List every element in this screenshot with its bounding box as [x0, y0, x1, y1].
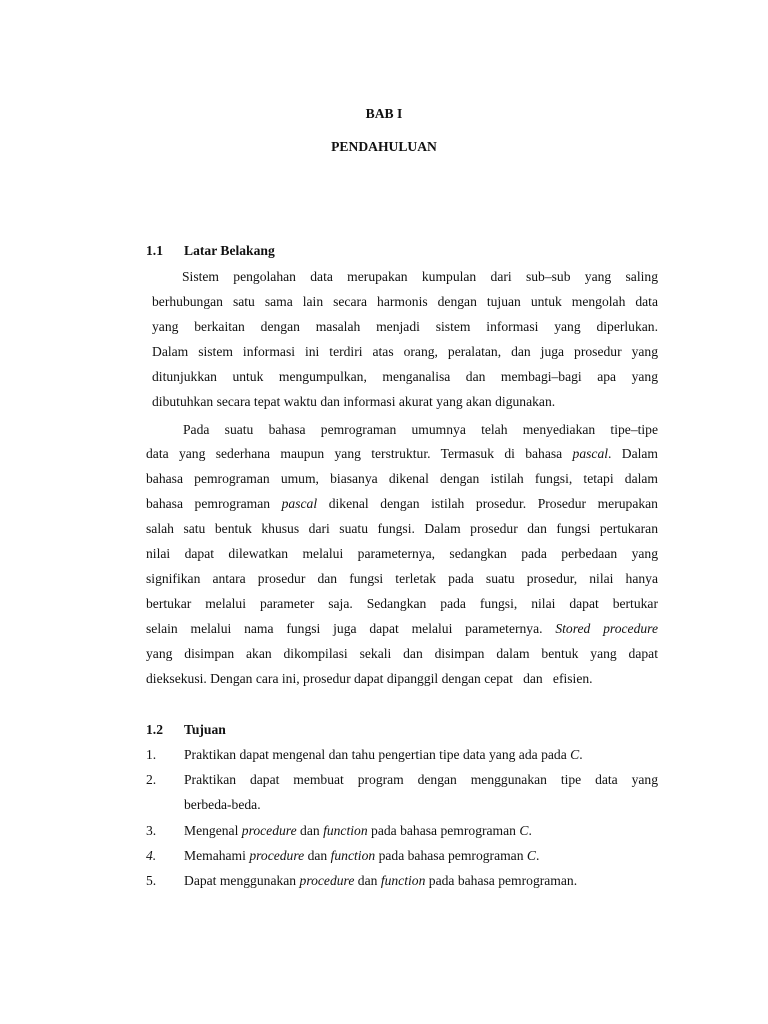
list-text: Praktikan dapat mengenal dan tahu pengertian tipe data yang ada pada C.	[184, 747, 583, 762]
section-2-title: Tujuan	[184, 722, 226, 737]
list-text-continuation: berbeda-beda.	[184, 797, 261, 812]
paragraph-line: dieksekusi. Dengan cara ini, prosedur dapat dipanggil dengan cepat dan efisien.	[146, 671, 593, 686]
paragraph-line: Dalam sistem informasi ini terdiri atas orang, peralatan, dan juga prosedur yang	[152, 344, 658, 359]
list-number: 5.	[146, 873, 157, 888]
list-text: Mengenal procedure dan function pada bahasa pemrograman C.	[184, 823, 532, 838]
paragraph-line: dibutuhkan secara tepat waktu dan informasi akurat yang akan digunakan.	[152, 394, 556, 409]
list-number: 2.	[146, 772, 157, 787]
term-stored-procedure: Stored procedure	[555, 621, 658, 636]
list-number: 3.	[146, 823, 157, 838]
list-number: 4.	[146, 848, 157, 863]
section-1-title: Latar Belakang	[184, 243, 275, 258]
section-1-number: 1.1	[146, 243, 163, 258]
paragraph-line: bahasa pemrograman pascal dikenal dengan istilah prosedur. Prosedur merupakan	[146, 496, 658, 511]
chapter-title: PENDAHULUAN	[331, 139, 437, 154]
paragraph-line: berhubungan satu sama lain secara harmonis dengan tujuan untuk mengolah data	[152, 294, 658, 309]
list-text: Praktikan dapat membuat program dengan menggunakan tipe data yang	[184, 772, 658, 787]
chapter-label: BAB I	[365, 106, 403, 121]
paragraph-line: yang berkaitan dengan masalah menjadi sistem informasi yang diperlukan.	[152, 319, 658, 334]
paragraph-line: bahasa pemrograman umum, biasanya dikenal dengan istilah fungsi, tetapi dalam	[146, 471, 658, 486]
paragraph-line: yang disimpan akan dikompilasi sekali dan disimpan dalam bentuk yang dapat	[146, 646, 658, 661]
section-2-number: 1.2	[146, 722, 163, 737]
paragraph-line: selain melalui nama fungsi juga dapat melalui parameternya. Stored procedure	[146, 621, 658, 636]
paragraph-line: bertukar melalui parameter saja. Sedangkan pada fungsi, nilai dapat bertukar	[146, 596, 658, 611]
list-text: Memahami procedure dan function pada bahasa pemrograman C.	[184, 848, 540, 863]
paragraph-line: signifikan antara prosedur dan fungsi terletak pada suatu prosedur, nilai hanya	[146, 571, 658, 586]
list-text: Dapat menggunakan procedure dan function pada bahasa pemrograman.	[184, 873, 578, 888]
paragraph-line: ditunjukkan untuk mengumpulkan, menganalisa dan membagi–bagi apa yang	[152, 369, 658, 384]
term-pascal: pascal	[281, 496, 318, 511]
paragraph-line: salah satu bentuk khusus dari suatu fungsi. Dalam prosedur dan fungsi pertukaran	[146, 521, 658, 536]
list-number: 1.	[146, 747, 157, 762]
paragraph-line: data yang sederhana maupun yang terstruktur. Termasuk di bahasa pascal. Dalam	[146, 446, 658, 461]
term-pascal: pascal	[572, 446, 609, 461]
paragraph-line: Sistem pengolahan data merupakan kumpulan dari sub–sub yang saling	[182, 269, 658, 284]
paragraph-line: nilai dapat dilewatkan melalui parameternya, sedangkan pada perbedaan yang	[146, 546, 658, 561]
paragraph-line: Pada suatu bahasa pemrograman umumnya telah menyediakan tipe–tipe	[183, 422, 658, 437]
